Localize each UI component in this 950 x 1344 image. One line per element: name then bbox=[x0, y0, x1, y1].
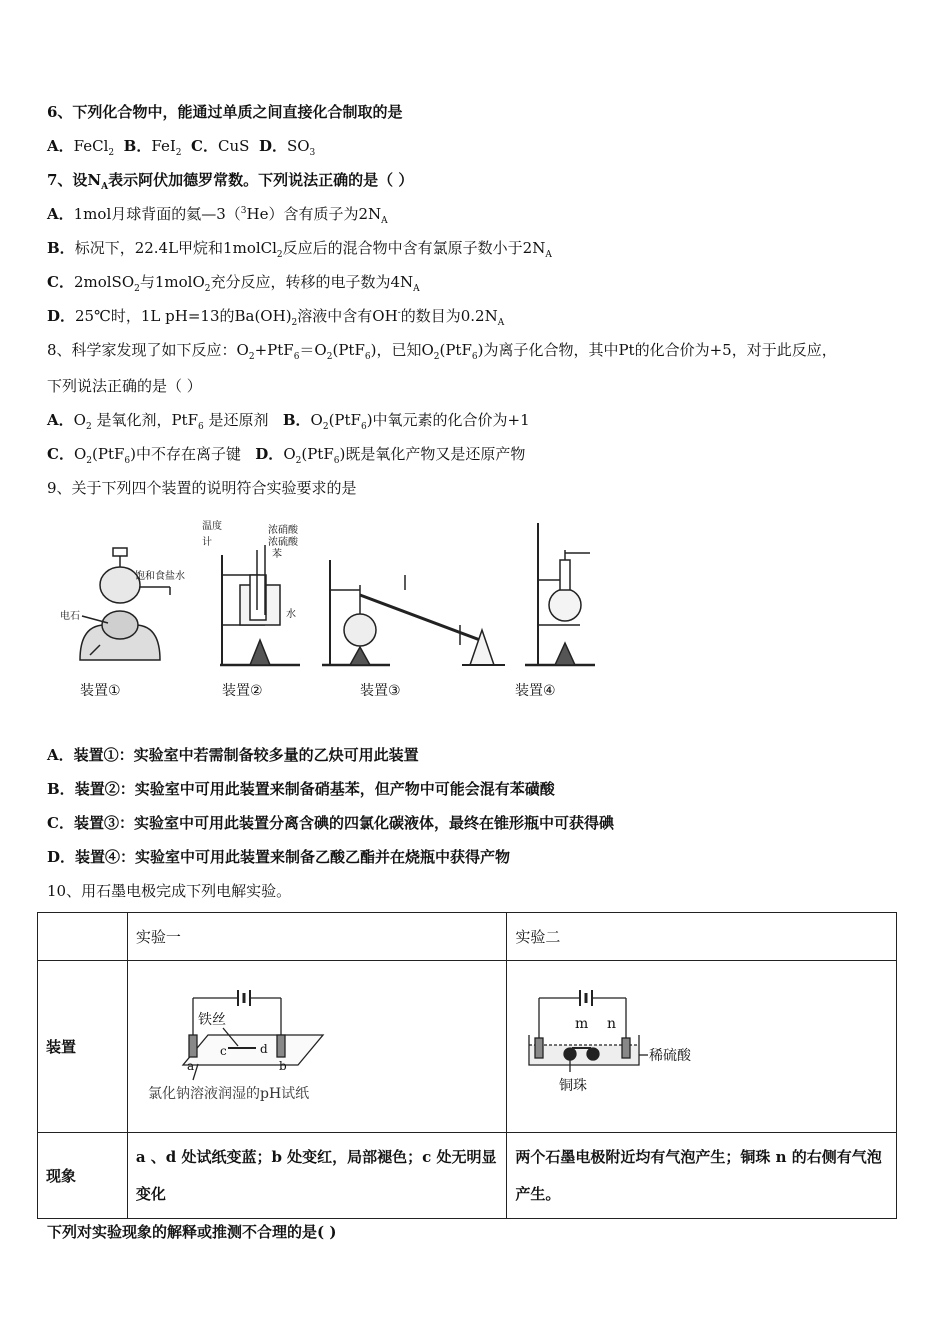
q6-d-label: D． bbox=[258, 137, 287, 155]
q6-a-sub: 2 bbox=[108, 148, 115, 158]
label-thermometer-top: 温度 bbox=[202, 521, 222, 532]
exp2-phenomenon: 两个石墨电极附近均有气泡产生；铜珠 n 的右侧有气泡产生。 bbox=[507, 1133, 897, 1219]
label-water: 水 bbox=[286, 609, 296, 620]
q8-stem-line2: 下列说法正确的是（ ） bbox=[47, 377, 202, 395]
label-iron-wire: 铁丝 bbox=[197, 1011, 226, 1028]
q6-a-label: A． bbox=[47, 137, 74, 155]
label-benzene: 苯 bbox=[272, 549, 282, 560]
label-n: n bbox=[607, 1015, 617, 1032]
exp2-figure-cell bbox=[507, 961, 897, 1133]
q6-c: CuS bbox=[217, 137, 250, 155]
q9-option-c: C．装置③：实验室中可用此装置分离含碘的四氯化碳液体，最终在锥形瓶中可获得碘 bbox=[47, 814, 614, 832]
exp1-figure bbox=[138, 980, 378, 1110]
q7-option-a: A．1mol月球背面的氦—3（$^3$He）含有质子为$2N_A$ bbox=[47, 205, 388, 226]
q10-after-table: 下列对实验现象的解释或推测不合理的是( ) bbox=[47, 1223, 337, 1241]
label-b: b bbox=[278, 1058, 287, 1073]
header-exp2: 实验二 bbox=[507, 913, 897, 961]
q6-d-sub: 3 bbox=[309, 148, 316, 158]
q9-option-d: D．装置④：实验室中可用此装置来制备乙酸乙酯并在烧瓶中获得产物 bbox=[47, 848, 511, 866]
q9-stem: 9、关于下列四个装置的说明符合实验要求的是 bbox=[47, 479, 357, 497]
device-1 bbox=[60, 548, 185, 699]
header-exp1: 实验一 bbox=[127, 913, 507, 961]
q8-options-ab: A．$O_2$ 是氧化剂，PtF$_6$ 是还原剂 B．$O_2(PtF_6)$中氧元素的化合价为+1 bbox=[47, 411, 530, 432]
table-device-row bbox=[38, 961, 897, 1133]
exp2-figure bbox=[515, 980, 745, 1110]
q7-option-b: B．标况下，22.4L甲烷和1molCl$_2$反应后的混合物中含有氯原子数小于$2N_A$ bbox=[47, 239, 552, 260]
header-empty bbox=[38, 913, 128, 961]
label-m: m bbox=[575, 1015, 589, 1032]
q8-options-cd: C．$O_2(PtF_6)$中不存在离子键 D．$O_2(PtF_6)$既是氧化产物又是还原产物 bbox=[47, 445, 526, 466]
row-label-device: 装置 bbox=[38, 961, 128, 1133]
label-sulfuric: 浓硫酸 bbox=[268, 537, 298, 548]
label-nitric: 浓硝酸 bbox=[268, 525, 298, 536]
label-thermometer-bottom: 计 bbox=[202, 537, 212, 548]
q9-apparatus-figure bbox=[60, 515, 620, 705]
q8-stem: 8、科学家发现了如下反应：$O_2+PtF_6=O_2(PtF_6)$，已知$O_2(PtF_6)$为离子化合物，其中Pt的化合价为+5，对于此反应， bbox=[47, 341, 837, 362]
q6-b-label: B． bbox=[123, 137, 152, 155]
device-1-label: 装置① bbox=[80, 683, 121, 699]
q6-options bbox=[47, 136, 315, 156]
q6-b: FeI bbox=[151, 137, 176, 155]
device-3-label: 装置③ bbox=[360, 683, 401, 699]
q7-stem: 7、设$N_A$表示阿伏加德罗常数。下列说法正确的是（ ） bbox=[47, 171, 414, 192]
q6-d: SO bbox=[286, 137, 310, 155]
label-copper-bead: 铜珠 bbox=[559, 1077, 588, 1094]
device-4-label: 装置④ bbox=[515, 683, 556, 699]
q6-a: FeCl bbox=[73, 137, 109, 155]
label-ph-paper: 氯化钠溶液润湿的pH试纸 bbox=[147, 1085, 309, 1102]
device-3 bbox=[322, 560, 505, 699]
label-brine: 饱和食盐水 bbox=[135, 571, 185, 582]
q6-c-label: C． bbox=[191, 137, 218, 155]
label-c: c bbox=[219, 1043, 227, 1058]
q7-option-c: C．2molSO$_2$与1molO$_2$充分反应，转移的电子数为$4N_A$ bbox=[47, 273, 420, 294]
table-header-row bbox=[38, 913, 897, 961]
label-carbide: 电石 bbox=[60, 611, 80, 622]
q6-b-sub: 2 bbox=[175, 148, 182, 158]
row-label-phenomenon: 现象 bbox=[38, 1133, 128, 1219]
label-dilute-sulfuric: 稀硫酸 bbox=[649, 1047, 692, 1064]
exp1-figure-cell bbox=[127, 961, 507, 1133]
q10-experiment-table bbox=[37, 912, 897, 1219]
q9-option-a: A．装置①：实验室中若需制备较多量的乙炔可用此装置 bbox=[47, 746, 419, 764]
label-d: d bbox=[259, 1041, 268, 1056]
device-2 bbox=[202, 519, 300, 699]
exp1-phenomenon: a 、d 处试纸变蓝；b 处变红，局部褪色；c 处无明显变化 bbox=[127, 1133, 507, 1219]
table-phenomenon-row bbox=[38, 1133, 897, 1219]
q10-stem: 10、用石墨电极完成下列电解实验。 bbox=[47, 882, 292, 900]
q7-option-d: D．25℃时，1L pH=13的$Ba(OH)_2$溶液中含有OH-的数目为$0.2N_A$ bbox=[47, 307, 505, 328]
q9-option-b: B．装置②：实验室中可用此装置来制备硝基苯，但产物中可能会混有苯磺酸 bbox=[47, 780, 555, 798]
label-a: a bbox=[186, 1058, 194, 1073]
device-4 bbox=[515, 523, 595, 699]
q6-stem: 6、下列化合物中，能通过单质之间直接化合制取的是 bbox=[47, 103, 403, 121]
device-2-label: 装置② bbox=[222, 683, 263, 699]
